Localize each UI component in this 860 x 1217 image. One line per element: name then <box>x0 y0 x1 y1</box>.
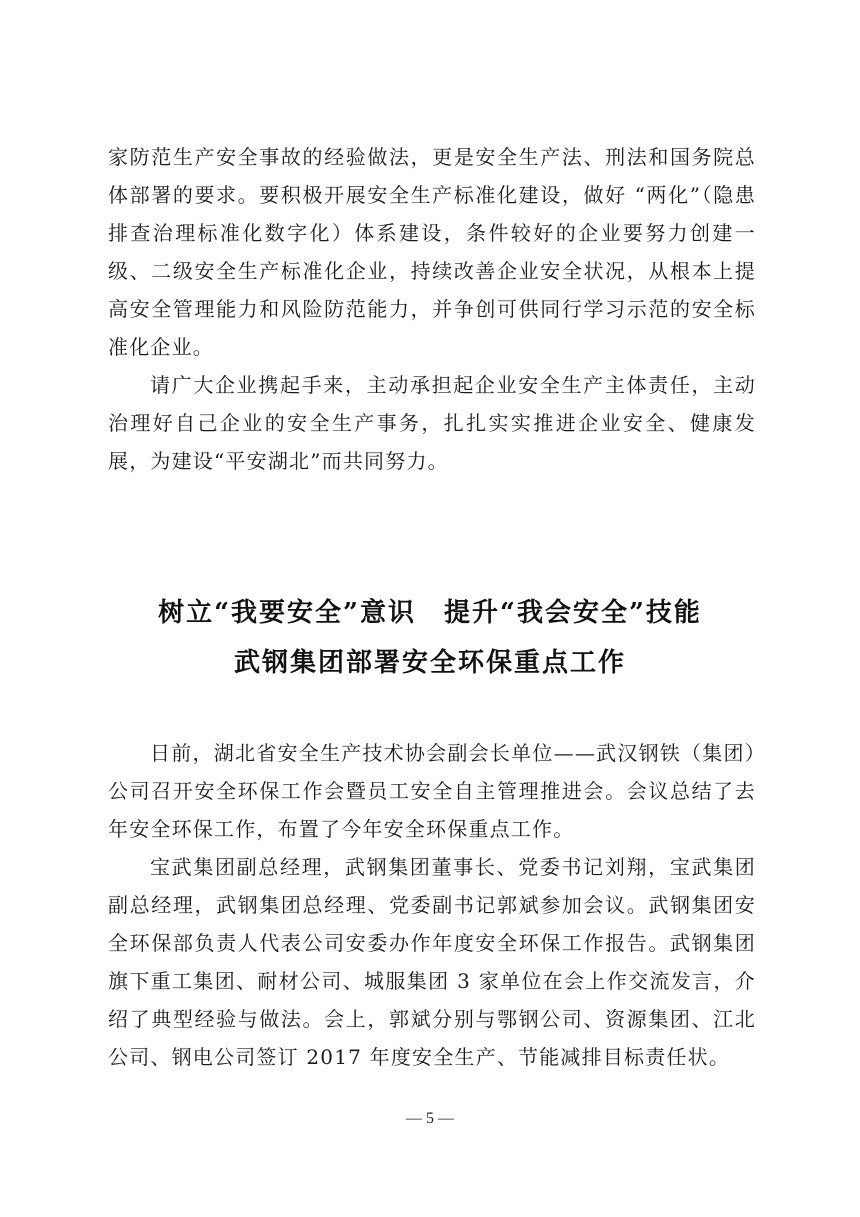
article-paragraph-1: 日前，湖北省安全生产技术协会副会长单位——武汉钢铁（集团）公司召开安全环保工作会暨员工安全自主管理推进会。会议总结了去年安全环保工作，布置了今年安全环保重点工作。 <box>108 741 756 841</box>
article-paragraph-2: 宝武集团副总经理，武钢集团董事长、党委书记刘翔，宝武集团副总经理，武钢集团总经理、党委副书记郭斌参加会议。武钢集团安全环保部负责人代表公司安委办作年度安全环保工作报告。武钢集团旗下重工集团、耐材公司、城服集团 3 家单位在会上作交流发言，介绍了典型经验与做法。会上，郭斌分别与鄂钢公司、资源集团、江北公司、钢电公司签订 2017 年度安全生产、节能减排目标责任状。 <box>108 855 756 1069</box>
continued-text-block <box>108 138 756 480</box>
article-title-line-2: 武钢集团部署安全环保重点工作 <box>233 648 626 678</box>
continued-paragraph-1: 家防范生产安全事故的经验做法，更是安全生产法、刑法和国务院总体部署的要求。要积极开展安全生产标准化建设，做好 “两化”（隐患排查治理标准化数字化）体系建设，条件较好的企业要努力创建一级、二级安全生产标准化企业，持续改善企业安全状况，从根本上提高安全管理能力和风险防范能力，并争创可供同行学习示范的安全标准化企业。 <box>108 145 756 359</box>
page-number: — 5 — <box>406 1110 454 1127</box>
article-body-block <box>108 734 756 1076</box>
article-title-line-1: 树立“我要安全”意识 提升“我会安全”技能 <box>158 598 702 628</box>
continued-paragraph-2: 请广大企业携起手来，主动承担起企业安全生产主体责任，主动治理好自己企业的安全生产事务，扎扎实实推进企业安全、健康发展，为建设“平安湖北”而共同努力。 <box>108 373 756 473</box>
